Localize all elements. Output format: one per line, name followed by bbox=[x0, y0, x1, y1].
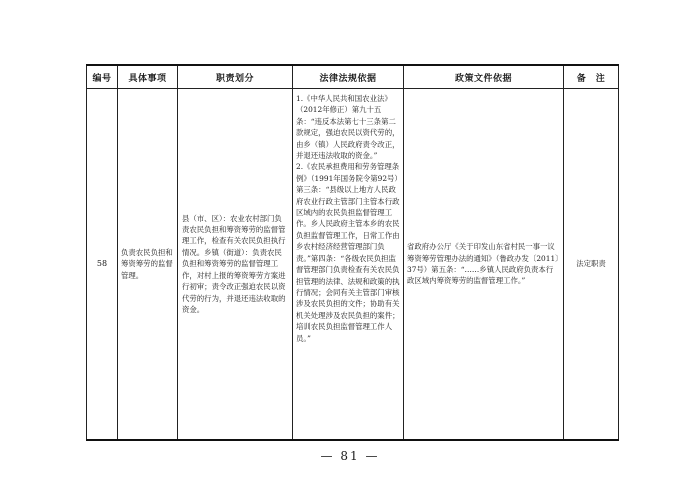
law-basis-1: 1.《中华人民共和国农业法》（2012年修正）第九十五条：“违反本法第七十三条第二款规定，强迫农民以资代劳的，由乡（镇）人民政府责令改正，并退还违法收取的资金。” bbox=[296, 94, 400, 161]
header-item: 具体事项 bbox=[118, 65, 178, 89]
table-header-row bbox=[87, 65, 619, 89]
cell-note: 法定职责 bbox=[564, 89, 619, 441]
responsibility-table bbox=[86, 64, 619, 441]
header-law: 法律法规依据 bbox=[293, 65, 404, 89]
header-duty: 职责划分 bbox=[178, 65, 293, 89]
page-number: — 81 — bbox=[320, 449, 380, 463]
table-row bbox=[87, 89, 619, 441]
cell-law bbox=[293, 89, 404, 441]
law-basis-2: 2.《农民承担费用和劳务管理条例》（1991年国务院令第92号）第三条：“县级以上地方人民政府农业行政主管部门主管本行政区域内的农民负担监督管理工作。乡人民政府主管本乡的农民负担监督管理工作，日常工作由乡农村经济经营管理部门负责。”第四条：“各级农民负担监督管理部门负责检查有关农民负担管理的法律、法规和政策的执行情况；会同有关主管部门审核涉及农民负担的文件；协助有关机关处理涉及农民负担的案件；培训农民负担监督管理工作人员。” bbox=[296, 162, 400, 343]
cell-item: 负责农民负担和筹资筹劳的监督管理。 bbox=[118, 89, 178, 441]
cell-no: 58 bbox=[87, 89, 118, 441]
header-no: 编号 bbox=[87, 65, 118, 89]
header-note: 备 注 bbox=[564, 65, 619, 89]
header-policy: 政策文件依据 bbox=[404, 65, 564, 89]
cell-policy: 省政府办公厅《关于印发山东省村民一事一议筹资筹劳管理办法的通知》（鲁政办发〔2011〕37号）第五条：“……乡镇人民政府负责本行政区域内筹资筹劳的监督管理工作。” bbox=[404, 89, 564, 441]
cell-duty: 县（市、区）：农业农村部门负责农民负担和筹资筹劳的监督管理工作，检查有关农民负担执行情况。乡镇（街道）：负责农民负担和筹资筹劳的监督管理工作，对村上报的筹资筹劳方案进行初审；责令改正强迫农民以资代劳的行为，并退还违法收取的资金。 bbox=[178, 89, 293, 441]
